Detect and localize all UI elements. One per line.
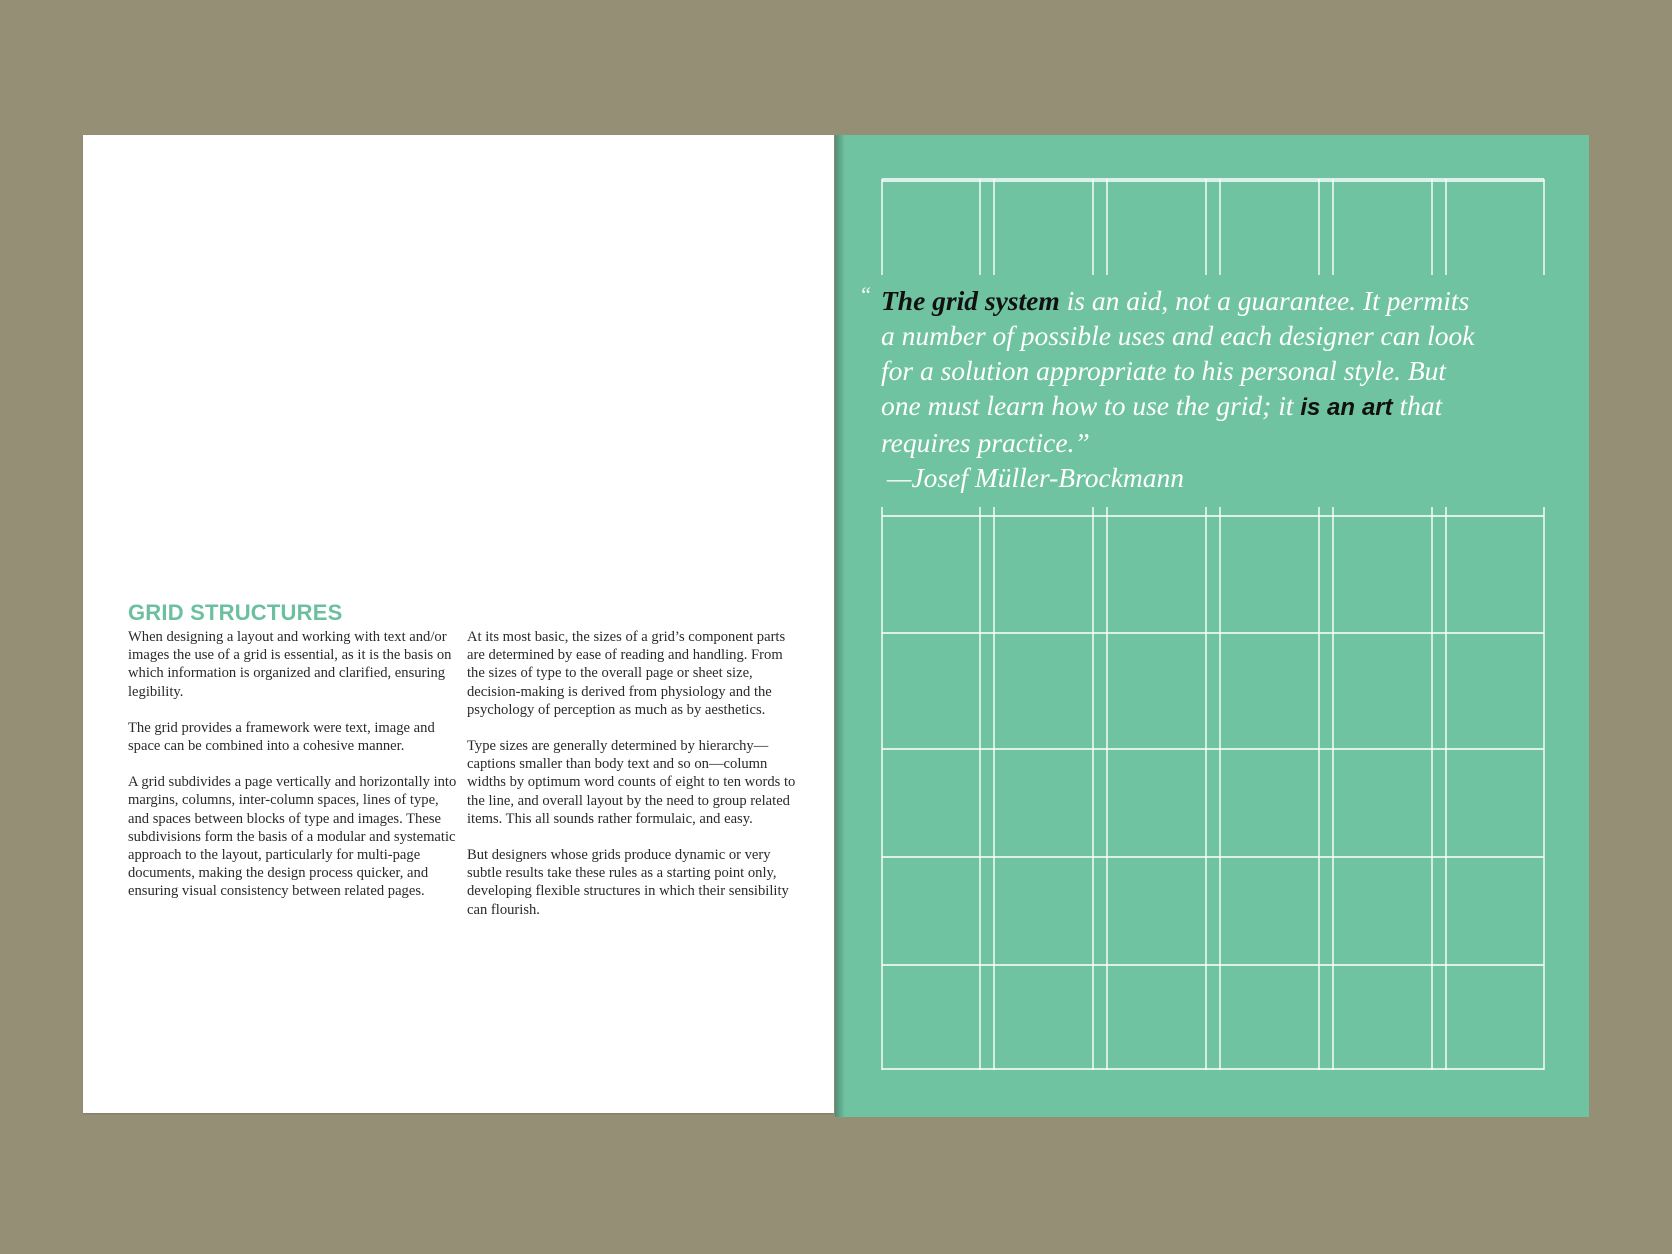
right-page	[835, 135, 1589, 1117]
text-column-1	[128, 628, 458, 919]
open-quote-mark: “	[859, 282, 872, 307]
paragraph: Type sizes are generally determined by hierarchy—captions smaller than body text and so on—column widths by optimum word counts of eight to ten words to the line, and overall layout by the need to group related items. This all sounds rather formulaic, and easy.	[467, 738, 796, 827]
quote-highlight: art	[1361, 394, 1393, 421]
section-heading: GRID STRUCTURES	[128, 600, 343, 625]
quote-text: is an aid, not a guarantee. It permits a number of possible uses and each designer can look for a solution appropriate to his personal style. But one must learn how to use the grid; it	[881, 285, 1475, 421]
pull-quote	[859, 282, 1481, 495]
paragraph: But designers whose grids produce dynamic or very subtle results take these rules as a starting point only, developing flexible structures in which their sensibility can flourish.	[467, 847, 789, 918]
paragraph: A grid subdivides a page vertically and horizontally into margins, columns, inter-column spaces, lines of type, and spaces between blocks of type and images. These subdivisions form the basis of a modular and systematic approach to the layout, particularly for multi-page documents, making the design process quicker, and ensuring visual consistency between related pages.	[128, 774, 457, 900]
quote-text: that requires practice.”	[881, 390, 1443, 458]
paragraph: When designing a layout and working with text and/or images the use of a grid is essential, as it is the basis on which information is organized and clarified, ensuring legibility.	[128, 629, 452, 700]
paragraph: The grid provides a framework were text, image and space can be combined into a cohesive manner.	[128, 719, 435, 755]
paragraph: At its most basic, the sizes of a grid’s component parts are determined by ease of reading and handling. From the sizes of type to the overall page or sheet size, decision-making is derived from physiology and the psychology of perception as much as by aesthetics.	[467, 629, 786, 718]
quote-highlight: The grid system	[881, 285, 1060, 316]
left-page	[83, 135, 834, 1113]
text-column-2	[467, 628, 799, 937]
quote-highlight: is an	[1300, 394, 1356, 421]
quote-attribution: —Josef Müller-Brockmann	[887, 462, 1185, 493]
